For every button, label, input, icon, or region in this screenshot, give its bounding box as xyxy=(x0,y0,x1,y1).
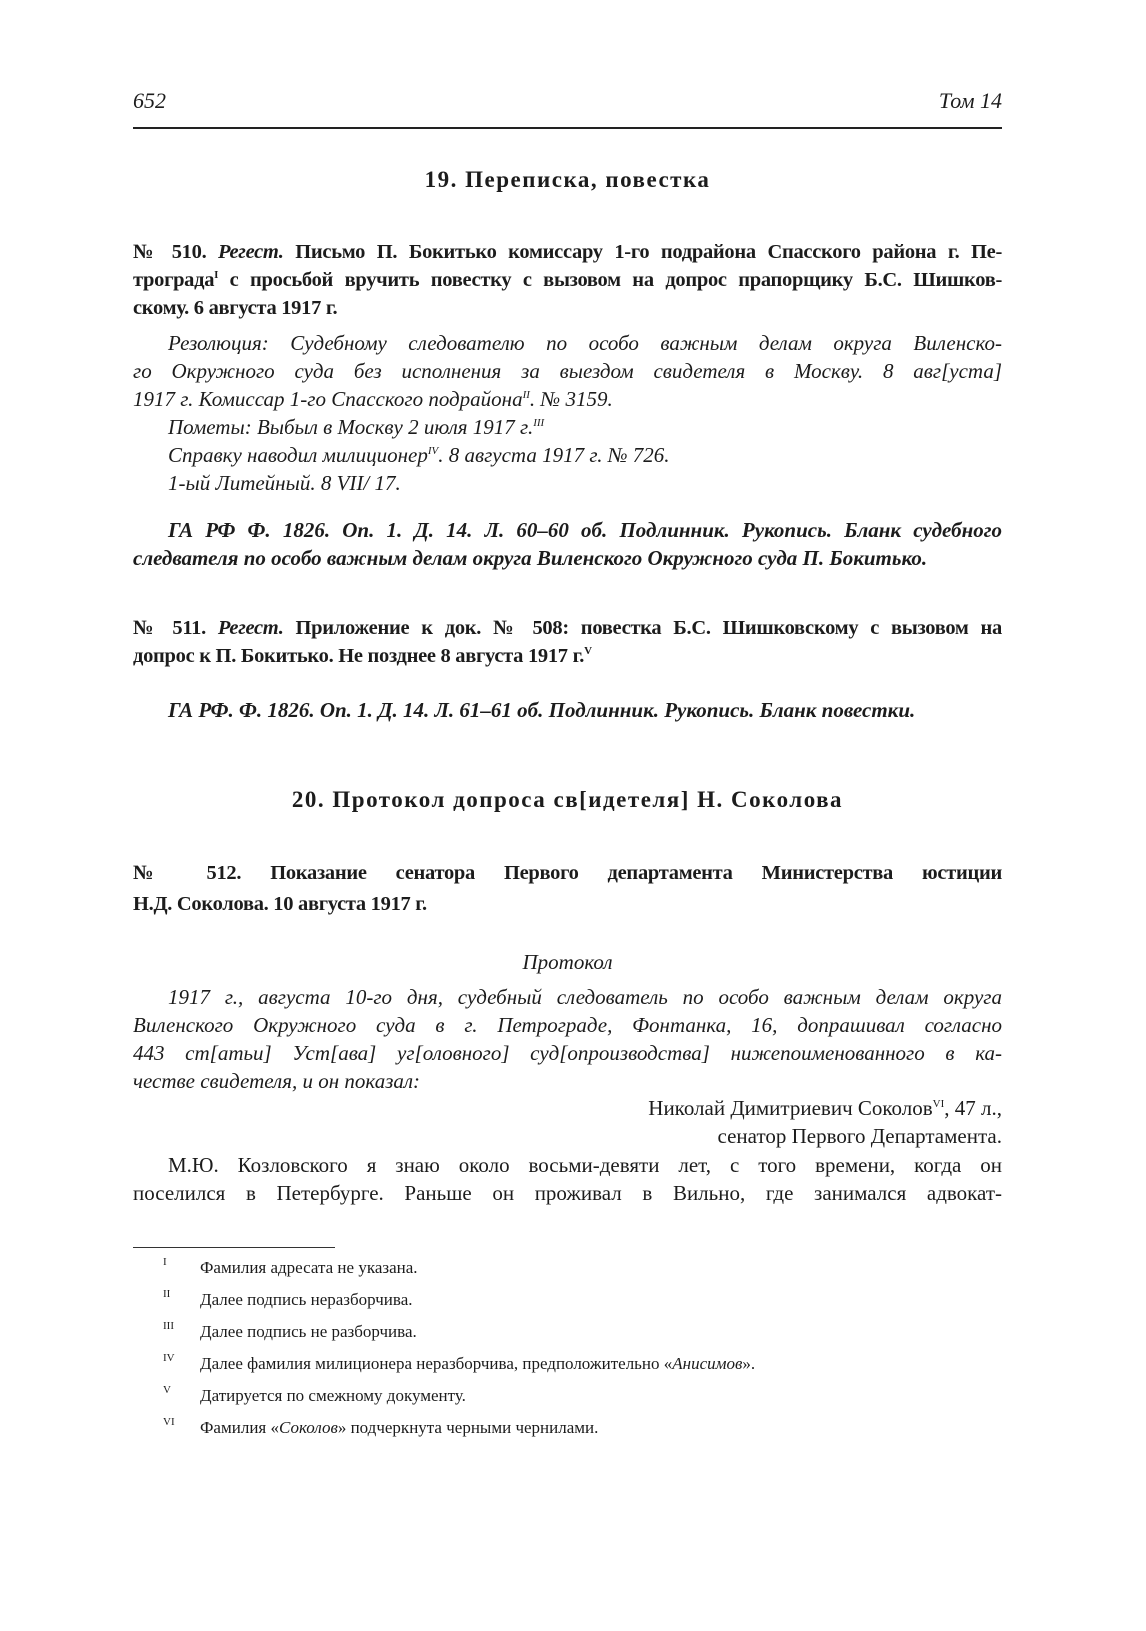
text-line xyxy=(133,889,1002,920)
text-segment: Фамилия адресата не указана. xyxy=(200,1258,418,1277)
text-segment: М.Ю. Козловского я знаю около восьми-девяти лет, с того времени, когда он xyxy=(168,1153,1002,1177)
footnotes xyxy=(133,1252,1002,1444)
footnote-text xyxy=(200,1284,413,1316)
footnote xyxy=(133,1284,1002,1316)
text-segment: Анисимов xyxy=(672,1354,743,1373)
text-line xyxy=(133,357,1002,385)
text-segment: Приложение к док. № 508: повестка Б.С. Шишковскому с вызовом на xyxy=(283,617,1003,639)
text-line xyxy=(133,266,1002,294)
text-line xyxy=(133,238,1002,266)
footnote-text xyxy=(200,1380,466,1412)
text-segment: поселился в Петербурге. Раньше он проживал в Вильно, где занимался адвокат- xyxy=(133,1181,1002,1205)
text-line xyxy=(133,948,1002,976)
header-rule xyxy=(133,127,1002,129)
footnote xyxy=(133,1380,1002,1412)
footnote-text xyxy=(200,1348,755,1380)
text-segment: . № 3159. xyxy=(529,387,613,411)
footnote-ref: II xyxy=(522,389,530,401)
footnote-ref: V xyxy=(584,645,592,657)
text-segment: 19. Переписка, повестка xyxy=(424,167,711,192)
text-line xyxy=(133,1011,1002,1039)
text-line xyxy=(133,1039,1002,1067)
text-segment: Далее фамилия милиционера неразборчива, предположительно « xyxy=(200,1354,673,1373)
text-line xyxy=(133,1067,1002,1095)
text-line xyxy=(133,858,1002,889)
text-segment: ГА РФ. Ф. 1826. Оп. 1. Д. 14. Л. 61–61 об. Подлинник. Рукопись. Бланк повестки. xyxy=(168,698,916,722)
protocol-title xyxy=(133,948,1002,976)
heading-20 xyxy=(133,786,1002,814)
text-segment: сенатор Первого Департамента. xyxy=(717,1124,1002,1148)
text-segment: ГА РФ Ф. 1826. Оп. 1. Д. 14. Л. 60–60 об. Подлинник. Рукопись. Бланк судебного xyxy=(168,518,1002,542)
text-segment: 1-ый Литейный. 8 VII/ 17. xyxy=(168,471,401,495)
text-line xyxy=(133,1151,1002,1179)
text-line xyxy=(133,166,1002,194)
text-segment: трограда xyxy=(133,269,215,291)
text-segment: 443 ст[атьи] Уст[ава] уг[оловного] суд[опроизводства] нижепоименованного в ка- xyxy=(133,1041,1002,1065)
testimony xyxy=(133,1151,1002,1207)
text-line xyxy=(133,1094,1002,1122)
text-line xyxy=(133,983,1002,1011)
text-segment: , 47 л., xyxy=(944,1096,1002,1120)
text-segment: Далее подпись не разборчива. xyxy=(200,1322,417,1341)
witness-info xyxy=(133,1094,1002,1150)
text-segment: Протокол xyxy=(522,950,613,974)
text-segment: честве свидетеля, и он показал: xyxy=(133,1069,421,1093)
text-segment: Регест. xyxy=(217,617,284,639)
text-line xyxy=(133,294,1002,322)
text-segment: № 510. xyxy=(133,241,219,263)
text-line xyxy=(133,413,1002,441)
footnote-ref: I xyxy=(214,269,219,281)
text-segment: Соколов xyxy=(278,1418,338,1437)
text-segment: Датируется по смежному документу. xyxy=(200,1386,466,1405)
footnote-ref: III xyxy=(533,417,545,429)
text-line xyxy=(133,642,1002,670)
text-segment: Николай Димитриевич Соколов xyxy=(648,1096,933,1120)
text-line xyxy=(133,544,1002,572)
text-line xyxy=(133,469,1002,497)
protocol-intro xyxy=(133,983,1002,1095)
text-segment: Письмо П. Бокитько комиссару 1-го подрайона Спасского района г. Пе- xyxy=(283,241,1002,263)
page-number: 652 xyxy=(133,88,166,113)
footnote xyxy=(133,1316,1002,1348)
text-segment: допрос к П. Бокитько. Не позднее 8 августа 1917 г. xyxy=(133,645,585,667)
footnote-ref: VI xyxy=(932,1098,945,1110)
footnote-text xyxy=(200,1316,417,1348)
footnote xyxy=(133,1412,1002,1444)
text-line xyxy=(133,614,1002,642)
text-segment: ». xyxy=(742,1354,756,1373)
volume-label: Том 14 xyxy=(938,88,1002,113)
footnote-text xyxy=(200,1412,598,1444)
text-segment: 1917 г. Комиссар 1-го Спасского подрайона xyxy=(133,387,523,411)
text-line xyxy=(133,329,1002,357)
footnote-number: VI xyxy=(163,1416,175,1428)
text-line xyxy=(133,696,1002,724)
footnote-number: II xyxy=(163,1288,171,1300)
text-segment: Далее подпись неразборчива. xyxy=(200,1290,413,1309)
footnote-number: IV xyxy=(163,1352,175,1364)
text-segment: 20. Протокол допроса св[идетеля] Н. Соколова xyxy=(291,787,844,812)
archive-510 xyxy=(133,516,1002,572)
text-segment: Фамилия « xyxy=(200,1418,279,1437)
doc-511 xyxy=(133,614,1002,670)
resolution-510 xyxy=(133,329,1002,497)
text-segment: Регест. xyxy=(218,241,284,263)
doc-510 xyxy=(133,238,1002,322)
text-segment: го Окружного суда без исполнения за выездом свидетеля в Москву. 8 авг[уста] xyxy=(133,359,1002,383)
text-segment: № 512. Показание сенатора Первого департамента Министерства юстиции xyxy=(133,862,1002,884)
text-line xyxy=(133,385,1002,413)
text-segment: » подчеркнута черными чернилами. xyxy=(337,1418,599,1437)
text-segment: Пометы: Выбыл в Москву 2 июля 1917 г. xyxy=(168,415,534,439)
text-segment: следвателя по особо важным делам округа Виленского Окружного суда П. Бокитько. xyxy=(133,546,928,570)
footnote-text xyxy=(200,1252,418,1284)
footnote xyxy=(133,1348,1002,1380)
text-segment: Резолюция: Судебному следователю по особо важным делам округа Виленско- xyxy=(168,331,1002,355)
text-segment: . 8 августа 1917 г. № 726. xyxy=(438,443,670,467)
text-segment: 1917 г., августа 10-го дня, судебный следователь по особо важным делам округа xyxy=(168,985,1002,1009)
footnote-number: I xyxy=(163,1256,167,1268)
text-segment: № 511. xyxy=(133,617,218,639)
text-segment: Н.Д. Соколова. 10 августа 1917 г. xyxy=(133,893,427,915)
text-line xyxy=(133,1122,1002,1150)
heading-19 xyxy=(133,166,1002,194)
text-segment: Виленского Окружного суда в г. Петрограде, Фонтанка, 16, допрашивал согласно xyxy=(133,1013,1002,1037)
footnote-number: III xyxy=(163,1320,174,1332)
footnote-ref: IV xyxy=(427,445,439,457)
archive-511 xyxy=(133,696,1002,724)
text-line xyxy=(133,516,1002,544)
footnote xyxy=(133,1252,1002,1284)
text-line xyxy=(133,1179,1002,1207)
text-line xyxy=(133,441,1002,469)
footnote-number: V xyxy=(163,1384,171,1396)
text-segment: с просьбой вручить повестку с вызовом на допрос прапорщику Б.С. Шишков- xyxy=(218,269,1002,291)
doc-512 xyxy=(133,858,1002,920)
text-segment: скому. 6 августа 1917 г. xyxy=(133,297,338,319)
text-line xyxy=(133,786,1002,814)
text-segment: Справку наводил милиционер xyxy=(168,443,428,467)
